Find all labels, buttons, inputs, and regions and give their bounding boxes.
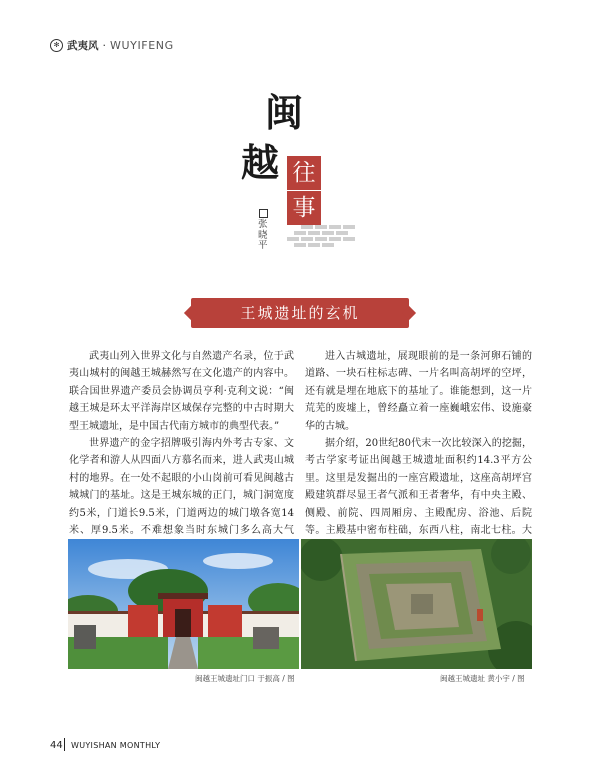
paragraph: 进入古城遗址，展现眼前的是一条河卵石铺的道路、一块石柱标志碑、一片名叫高胡坪的空坪，还有就是埋在地底下的基址了。谁能想到，这一片荒芜的废墟上，曾经矗立着一座巍峨宏伟、设施豪华的古城。 bbox=[305, 351, 532, 432]
paragraph: 武夷山列入世界文化与自然遗产名录，位于武夷山城村的闽越王城赫然写在文化遗产的内容中。联合国世界遗产委员会协调员亨利·克利文说：“闽越王城是环太平洋海岸区域保存完整的中古时期大型王城遗址，是中国古代南方城市的典型代表。” bbox=[69, 351, 294, 432]
paragraph: 据介绍，20世纪80代末一次比较深入的挖掘，考古学家考证出闽越王城遗址面积约14.3平方公里。这里是发掘出的一座宫殿遗址，这座高胡坪宫殿建筑群尽显王者气派和王者奢华，有中央主殿、侧殿、前院、四周厢房、主殿配房、浴池、后院等。主殿基中密布柱础，东西八柱，南北七柱。大 bbox=[305, 438, 532, 537]
footer-divider bbox=[64, 738, 65, 751]
magazine-name: WUYISHAN MONTHLY bbox=[71, 741, 161, 750]
brand-cn: 武夷风 bbox=[67, 39, 99, 52]
magazine-logo-icon: ✻ bbox=[50, 39, 63, 52]
left-column bbox=[69, 348, 294, 557]
title-char-min: 闽 bbox=[265, 90, 304, 135]
header-separator: · bbox=[102, 38, 106, 52]
author-marker-icon bbox=[259, 209, 268, 218]
title-char-yue: 越 bbox=[241, 140, 280, 185]
author-name: 张晓平 bbox=[258, 219, 268, 251]
paragraph: 世界遗产的金字招牌吸引海内外考古专家、文化学者和游人从四面八方慕名而来，进人武夷山城村的地界。在一处不起眼的小山岗前可看见闽越古城城门的基址。这是王城东城的正门，城门洞宽度约5米，门道长9.5米，门道两边的城门墩各宽14米、厚9.5米。不难想象当时东城门多么高大气 bbox=[69, 438, 294, 537]
brick-wall-decoration bbox=[287, 225, 357, 247]
title-char-wang: 往 bbox=[287, 156, 321, 190]
page-number: 44 bbox=[50, 740, 63, 751]
gate-photo bbox=[68, 539, 299, 669]
page-header bbox=[50, 37, 174, 53]
brand-en: WUYIFENG bbox=[110, 38, 174, 52]
photo-caption: 闽越王城遗址门口 于振高 / 图 bbox=[195, 674, 295, 683]
section-heading: 王城遗址的玄机 bbox=[191, 298, 409, 328]
aerial-ruins-photo bbox=[301, 539, 532, 669]
photo-caption: 闽越王城遗址 黄小宇 / 图 bbox=[440, 674, 525, 683]
title-char-shi: 事 bbox=[287, 191, 321, 225]
